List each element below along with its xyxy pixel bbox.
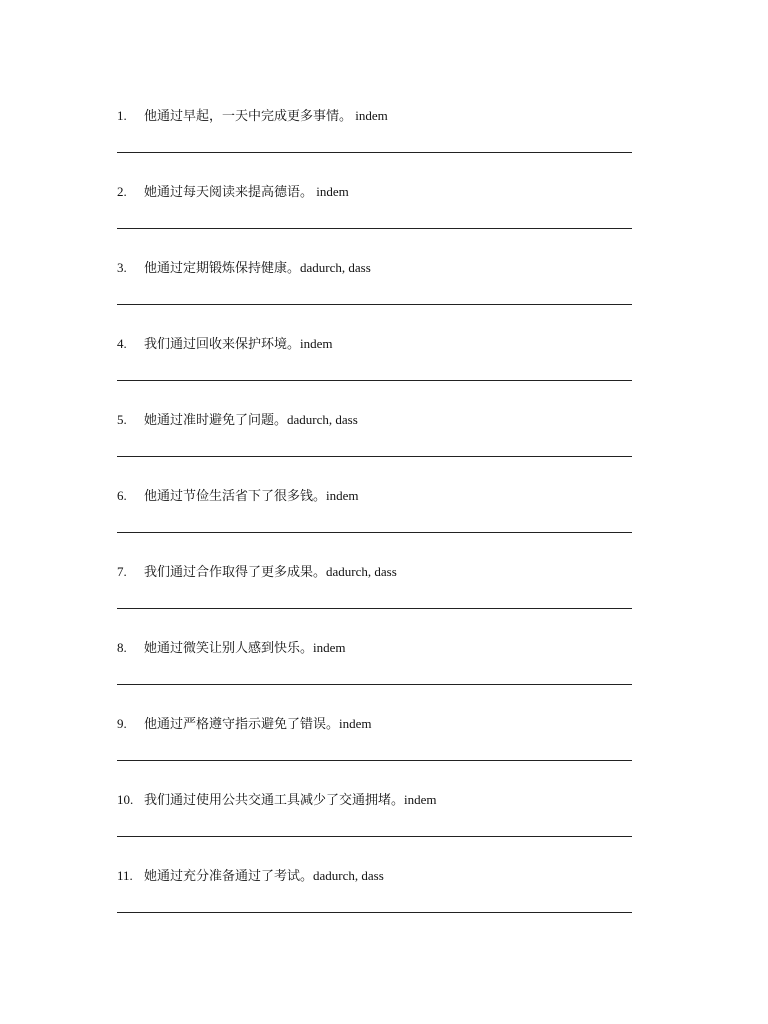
exercise-prompt (117, 791, 437, 810)
exercise-prompt (117, 411, 358, 430)
exercise-number: 1. (117, 108, 127, 123)
exercise-prompt (117, 867, 384, 886)
exercise-number: 11. (117, 868, 133, 883)
exercise-sentence: 她通过准时避免了问题。 (144, 413, 288, 428)
answer-line[interactable] (117, 836, 632, 837)
answer-line[interactable] (117, 304, 632, 305)
exercise-sentence: 她通过每天阅读来提高德语。 (144, 185, 314, 200)
exercise-hint: dadurch, dass (287, 412, 358, 427)
exercise-prompt (117, 563, 397, 582)
answer-line[interactable] (117, 532, 632, 533)
exercise-number: 10. (117, 792, 134, 807)
exercise-hint: dadurch, dass (326, 564, 397, 579)
answer-line[interactable] (117, 456, 632, 457)
exercise-item (117, 715, 632, 791)
exercise-item (117, 639, 632, 715)
exercise-prompt (117, 107, 388, 126)
exercise-prompt (117, 715, 372, 734)
exercise-hint: indem (352, 108, 388, 123)
exercise-sentence: 她通过充分准备通过了考试。 (144, 869, 314, 884)
exercise-hint: indem (404, 792, 437, 807)
exercise-number: 9. (117, 716, 127, 731)
answer-line[interactable] (117, 608, 632, 609)
exercise-prompt (117, 183, 349, 202)
exercise-item (117, 563, 632, 639)
exercise-number: 4. (117, 336, 127, 351)
exercise-sentence: 他通过严格遵守指示避免了错误。 (144, 717, 340, 732)
exercise-prompt (117, 487, 359, 506)
exercise-hint: indem (339, 716, 372, 731)
exercise-hint: indem (326, 488, 359, 503)
exercise-sentence: 我们通过使用公共交通工具减少了交通拥堵。 (144, 793, 405, 808)
exercise-sentence: 我们通过合作取得了更多成果。 (144, 565, 327, 580)
exercise-sentence: 她通过微笑让别人感到快乐。 (144, 641, 314, 656)
answer-line[interactable] (117, 684, 632, 685)
exercise-item (117, 411, 632, 487)
exercise-number: 6. (117, 488, 127, 503)
exercise-item (117, 867, 632, 943)
exercise-hint: dadurch, dass (300, 260, 371, 275)
exercise-item (117, 259, 632, 335)
exercise-item (117, 335, 632, 411)
answer-line[interactable] (117, 152, 632, 153)
exercise-number: 5. (117, 412, 127, 427)
exercise-item (117, 791, 632, 867)
exercise-number: 3. (117, 260, 127, 275)
exercise-hint: indem (313, 184, 349, 199)
exercise-prompt (117, 639, 346, 658)
exercise-item (117, 183, 632, 259)
exercise-hint: indem (300, 336, 333, 351)
exercise-sentence: 我们通过回收来保护环境。 (144, 337, 301, 352)
exercise-item (117, 107, 632, 183)
exercise-sentence: 他通过早起，一天中完成更多事情。 (144, 109, 353, 124)
exercise-hint: indem (313, 640, 346, 655)
exercise-hint: dadurch, dass (313, 868, 384, 883)
exercise-sentence: 他通过节俭生活省下了很多钱。 (144, 489, 327, 504)
exercise-number: 7. (117, 564, 127, 579)
exercise-sentence: 他通过定期锻炼保持健康。 (144, 261, 301, 276)
exercise-prompt (117, 335, 333, 354)
exercise-item (117, 487, 632, 563)
answer-line[interactable] (117, 228, 632, 229)
exercise-number: 8. (117, 640, 127, 655)
answer-line[interactable] (117, 380, 632, 381)
answer-line[interactable] (117, 912, 632, 913)
exercise-number: 2. (117, 184, 127, 199)
exercise-prompt (117, 259, 371, 278)
answer-line[interactable] (117, 760, 632, 761)
